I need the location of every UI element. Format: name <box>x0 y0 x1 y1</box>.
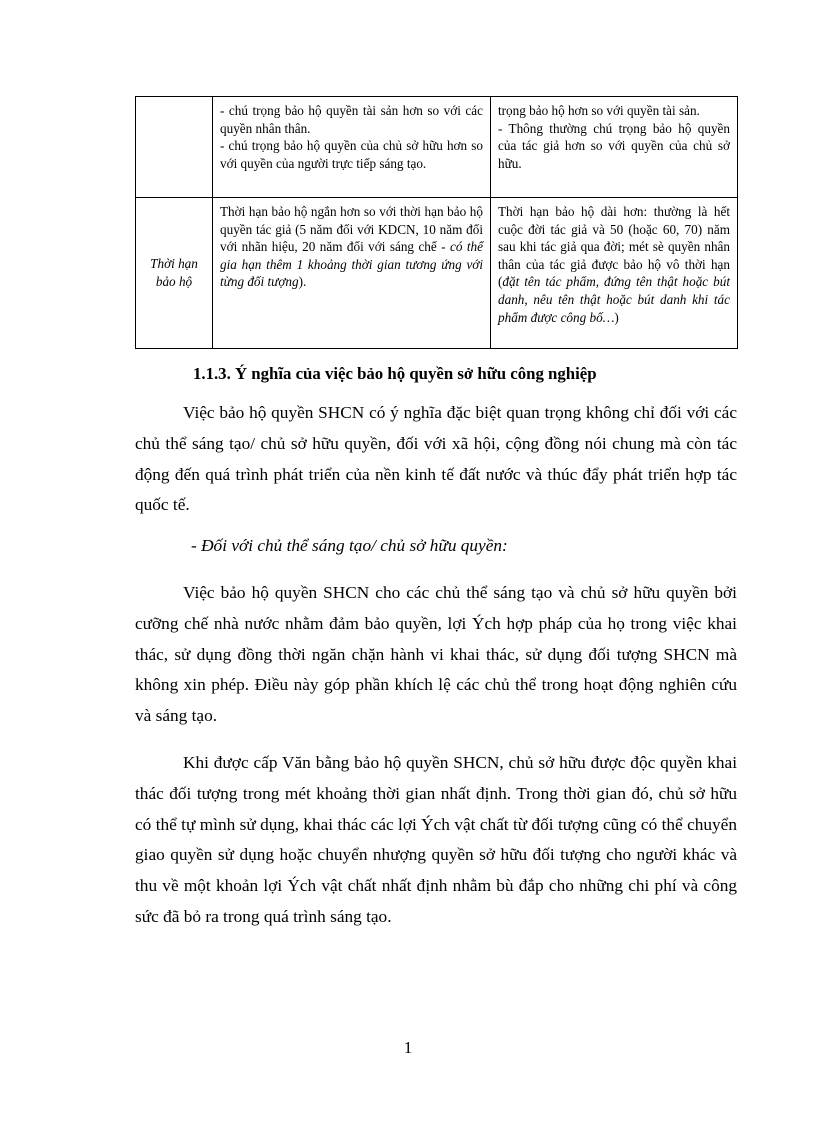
cell-text-italic: đặt tên tác phẩm, đứng tên thật hoặc bút danh, nêu tên thật hoặc bút danh khi tác phẩm được công bố… <box>498 274 730 325</box>
copyright-cell <box>491 97 738 198</box>
page-number: 1 <box>403 1038 413 1057</box>
paragraph: Việc bảo hộ quyền SHCN cho các chủ thể sáng tạo và chủ sở hữu quyền bởi cưỡng chế nhà nước nhằm đảm bảo quyền, lợi Ých hợp pháp của họ trong việc khai thác, sử dụng đồng thời ngăn chặn hành vi khai thác, sử dụng đối tượng SHCN mà không xin phép. Điều này góp phần khích lệ các chủ thể trong hoạt động nghiên cứu và sáng tạo. <box>135 582 737 726</box>
row-label <box>136 97 213 198</box>
cell-line: - chú trọng bảo hộ quyền tài sản hơn so với các quyền nhân thân. <box>220 103 483 136</box>
paragraph: Việc bảo hộ quyền SHCN có ý nghĩa đặc biệt quan trọng không chỉ đối với các chủ thể sáng tạo/ chủ sở hữu quyền, đối với xã hội, cộng đồng nói chung mà còn tác động đến quá trình phát triển của nền kinh tế đất nước và thúc đẩy phát triển hợp tác quốc tế. <box>135 403 737 515</box>
cell-text <box>498 203 730 326</box>
table-row <box>136 97 738 198</box>
table-row <box>136 198 738 349</box>
cell-line: - chú trọng bảo hộ quyền của chủ sở hữu hơn so với quyền của người trực tiếp sáng tạo. <box>220 138 483 171</box>
industrial-property-term-cell <box>213 198 491 349</box>
row-label-protection-term: Thời hạn bảo hộ <box>136 198 213 349</box>
comparison-table <box>135 96 738 349</box>
cell-line: - Thông thường chú trọng bảo hộ quyền của tác giả hơn so với quyền của chủ sở hữu. <box>498 120 730 171</box>
cell-line: trọng bảo hộ hơn so với quyền tài sản. <box>498 103 700 118</box>
copyright-term-cell <box>491 198 738 349</box>
subheading: - Đối với chủ thể sáng tạo/ chủ sở hữu quyền: <box>191 536 508 556</box>
cell-text-plain: Thời hạn bảo hộ ngắn hơn so với thời hạn bảo hộ quyền tác giả (5 năm đối với KDCN, 10 năm đối với nhãn hiệu, 20 năm đối với sáng chế - <box>220 204 483 255</box>
section-body <box>135 364 737 933</box>
industrial-property-cell <box>213 97 491 198</box>
cell-text <box>220 203 483 291</box>
cell-text-end: ) <box>614 309 619 325</box>
section-heading: 1.1.3. Ý nghĩa của việc bảo hộ quyền sở hữu công nghiệp <box>193 364 597 383</box>
cell-text-plain: Thời hạn bảo hộ dài hơn: thường là hết cuộc đời tác giả và 50 (hoặc 60, 70) năm sau khi tác giả qua đời; mét sè quyền nhân thân của tác giả được bảo hộ vô thời hạn ( <box>498 204 730 290</box>
cell-text-italic: có thể gia hạn thêm 1 khoảng thời gian tương ứng với từng đối tượng <box>220 239 483 290</box>
cell-text-end: ). <box>298 274 307 290</box>
paragraph: Khi được cấp Văn bằng bảo hộ quyền SHCN, chủ sở hữu được độc quyền khai thác đối tượng trong mét khoảng thời gian nhất định. Trong thời gian đó, chủ sở hữu có thể tự mình sử dụng, khai thác các lợi Ých vật chất từ đối tượng cũng có thể chuyển giao quyền sử dụng hoặc chuyển nhượng quyền sở hữu đối tượng cho người khác và thu về một khoản lợi Ých vật chất nhất định nhằm bù đắp cho những chi phí và công sức đã bỏ ra trong quá trình sáng tạo. <box>135 752 737 926</box>
